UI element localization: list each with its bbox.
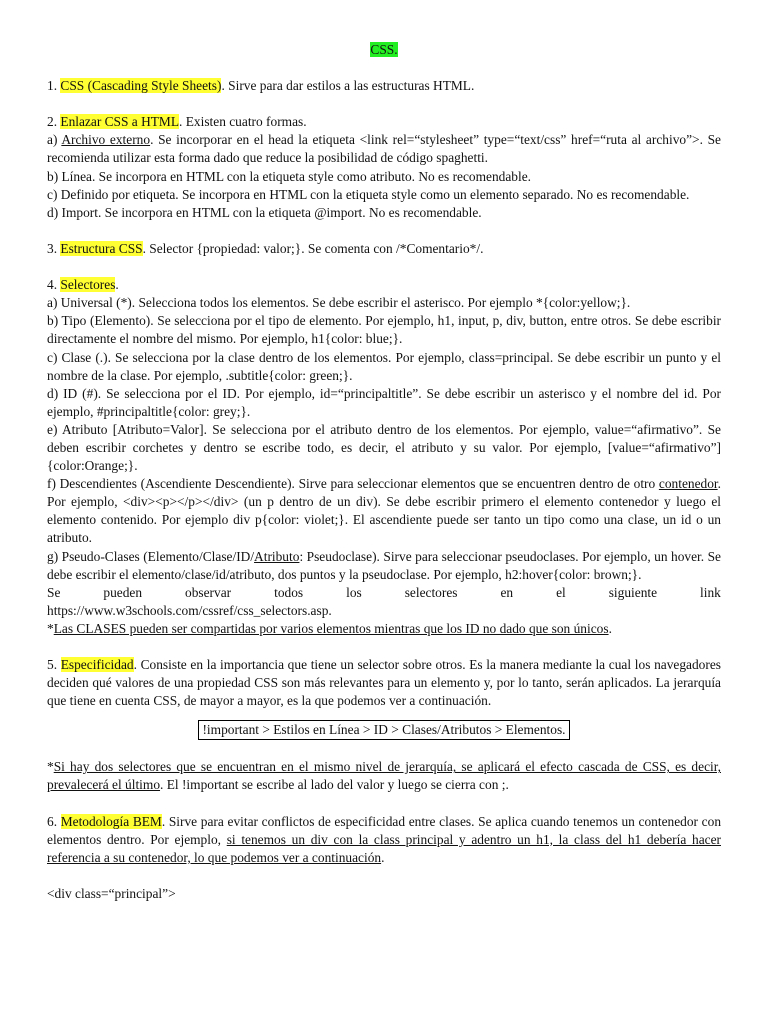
title-highlight: CSS. — [370, 42, 398, 57]
section-4-item-a: a) Universal (*). Selecciona todos los elementos. Se debe escribir el asterisco. Por ejemplo *{color:yellow;}. — [47, 295, 631, 311]
section-1-text: . Sirve para dar estilos a las estructuras HTML. — [221, 78, 475, 94]
section-6-end: . — [381, 849, 385, 865]
section-1-heading: CSS (Cascading Style Sheets) — [60, 78, 222, 94]
item-a-text: . Se incorporar en el head la etiqueta <link rel=“stylesheet” type=“text/css” href=“ruta al archivo”>. Se recomienda utilizar esta forma dado que reduce la posibilidad de código spaghetti. — [47, 132, 721, 166]
item-f-text-start: f) Descendientes (Ascendiente Descendiente). Sirve para seleccionar elementos que se encuentren dentro de otro — [47, 476, 659, 492]
link-word: selectores — [404, 584, 458, 600]
section-4-item-d: d) ID (#). Se selecciona por el ID. Por ejemplo, id=“principaltitle”. Se debe escribir un asterisco y el nombre del id. Por ejemplo, #principaltitle{color: grey;}. — [47, 385, 721, 419]
contenedor-term: contenedor — [658, 476, 718, 492]
section-5: 5. Especificidad. Consiste en la importancia que tiene un selector sobre otros. Es la manera mediante la cual los navegadores deciden qué valores de una propiedad CSS son más relevantes para un elemento y, por lo tanto, serán aplicados. La jerarquía que tiene en cuenta CSS, de mayor a mayor, es la que podemos ver a continuación. — [47, 657, 721, 709]
link-word: pueden — [103, 584, 143, 600]
section-2-heading: Enlazar CSS a HTML — [60, 114, 180, 130]
section-4-item-g — [47, 548, 721, 584]
section-4-heading: Selectores — [60, 277, 116, 293]
section-4-item-f — [47, 475, 721, 547]
section-2-item-c: c) Definido por etiqueta. Se incorpora en HTML con la etiqueta style como un elemento separado. No es recomendable. — [47, 186, 690, 202]
section-4-item-e: e) Atributo [Atributo=Valor]. Se selecciona por el atributo dentro de los elementos. Por ejemplo, value=“afirmativo”. Se deben escribir corchetes y dentro se escribe todo, es decir, el atributo y su valor. Por ejemplo, [value=“afirmativo”]{color:Orange;}. — [47, 421, 721, 474]
section-2-text: . Existen cuatro formas. — [179, 114, 307, 130]
section-4-note — [47, 620, 721, 638]
section-5-note — [47, 758, 721, 794]
section-3-text: . Selector {propiedad: valor;}. Se comenta con /*Comentario*/. — [142, 240, 484, 256]
item-f-text-end: . Por ejemplo, <div><p></p></div> (un p dentro de un div). Se debe escribir primero el elemento contenedor y luego el elemento contenido. Por ejemplo div p{color: violet;}. El ascendiente puede ser tanto un tipo como una clase, un id o un atributo. — [47, 476, 721, 546]
item-a-prefix: a) — [47, 132, 62, 148]
classes-note: Las CLASES pueden ser compartidas por varios elementos mientras que los ID no dado que son únicos — [53, 620, 609, 636]
section-4-item-c: c) Clase (.). Se selecciona por la clase dentro de los elementos. Por ejemplo, class=principal. Se debe escribir un punto y el nombre de la clase. Por ejemplo, .subtitle{color: green;}. — [47, 349, 721, 383]
section-3: 3. Estructura CSS. Selector {propiedad: valor;}. Se comenta con /*Comentario*/. — [47, 240, 484, 256]
link-word: Se — [47, 584, 61, 600]
link-word: el — [556, 584, 566, 600]
cascade-note: Si hay dos selectores que se encuentran en el mismo nivel de jerarquía, se aplicará el efecto cascada de CSS, es decir, prevalecerá el último — [47, 759, 721, 793]
note-end: . — [608, 620, 612, 636]
section-5-text: . Consiste en la importancia que tiene un selector sobre otros. Es la manera mediante la cual los navegadores deciden qué valores de una propiedad CSS son más relevantes para un elemento y, por lo tanto, serán aplicados. La jerarquía que tiene en cuenta CSS, de mayor a mayor, es la que podemos ver a continuación. — [47, 657, 721, 709]
note-asterisk: * — [47, 620, 54, 636]
section-6-text: . Sirve para evitar conflictos de especificidad entre clases. Se aplica cuando tenemos un contenedor con elementos dentro. Por ejemplo, — [47, 813, 722, 847]
section-3-heading: Estructura CSS — [60, 240, 143, 256]
link-word: en — [500, 584, 514, 600]
section-1: 1. CSS (Cascading Style Sheets). Sirve para dar estilos a las estructuras HTML. — [47, 78, 475, 94]
section-4: 4. Selectores. — [47, 277, 119, 293]
document-title — [47, 41, 721, 59]
item-g-text-end: : Pseudoclase). Sirve para seleccionar pseudoclases. Por ejemplo, un hover. Se debe escribir el elemento/clase/id/atributo, dos puntos y la pseudoclase. Por ejemplo, h2:hover{color: brown;}. — [47, 548, 721, 582]
section-4-dot: . — [115, 277, 119, 293]
specificity-hierarchy-box: !important > Estilos en Línea > ID > Clases/Atributos > Elementos. — [198, 720, 569, 740]
bem-example-note: si tenemos un div con la class principal y adentro un h1, la class del h1 debería hacer referencia a su contenedor, lo que podemos ver a continuación — [47, 831, 721, 865]
link-word: todos — [274, 584, 304, 600]
section-6: 6. Metodología BEM. Sirve para evitar conflictos de especificidad entre clases. Se aplica cuando tenemos un contenedor con elementos dentro. Por ejemplo, si tenemos un div con la class principal y adentro un h1, la class del h1 debería hacer referencia a su contenedor, lo que podemos ver a continuación. — [47, 813, 722, 865]
selectors-link-url[interactable]: https://www.w3schools.com/cssref/css_selectors.asp. — [47, 602, 332, 618]
section-4-item-b: b) Tipo (Elemento). Se selecciona por el tipo de elemento. Por ejemplo, h1, input, p, div, button, entre otros. Se debe escribir directamente el nombre del mismo. Por ejemplo, h1{color: blue;}. — [47, 313, 721, 347]
code-sample-line: <div class=“principal”> — [47, 886, 176, 902]
section-6-heading: Metodología BEM — [60, 813, 162, 829]
link-word: siguiente — [608, 584, 658, 600]
selectors-link-sentence — [47, 584, 721, 602]
archivo-externo-term: Archivo externo — [61, 132, 151, 148]
link-word: observar — [185, 584, 232, 600]
section-2-item-b: b) Línea. Se incorpora en HTML con la etiqueta style como atributo. No es recomendable. — [47, 168, 532, 184]
section-2-item-d: d) Import. Se incorpora en HTML con la etiqueta @import. No es recomendable. — [47, 204, 482, 220]
important-note: . El !important se escribe al lado del valor y luego se cierra con ;. — [160, 777, 509, 793]
item-g-text-start: g) Pseudo-Clases (Elemento/Clase/ID/ — [47, 548, 255, 564]
atributo-term: Atributo — [254, 548, 300, 564]
link-word: los — [346, 584, 362, 600]
note-asterisk: * — [47, 759, 54, 775]
section-2: 2. Enlazar CSS a HTML. Existen cuatro formas. — [47, 114, 307, 130]
hierarchy-box-wrap — [47, 720, 721, 740]
section-2-item-a — [47, 131, 721, 167]
section-5-heading: Especificidad — [60, 657, 134, 673]
link-word: link — [700, 584, 721, 600]
